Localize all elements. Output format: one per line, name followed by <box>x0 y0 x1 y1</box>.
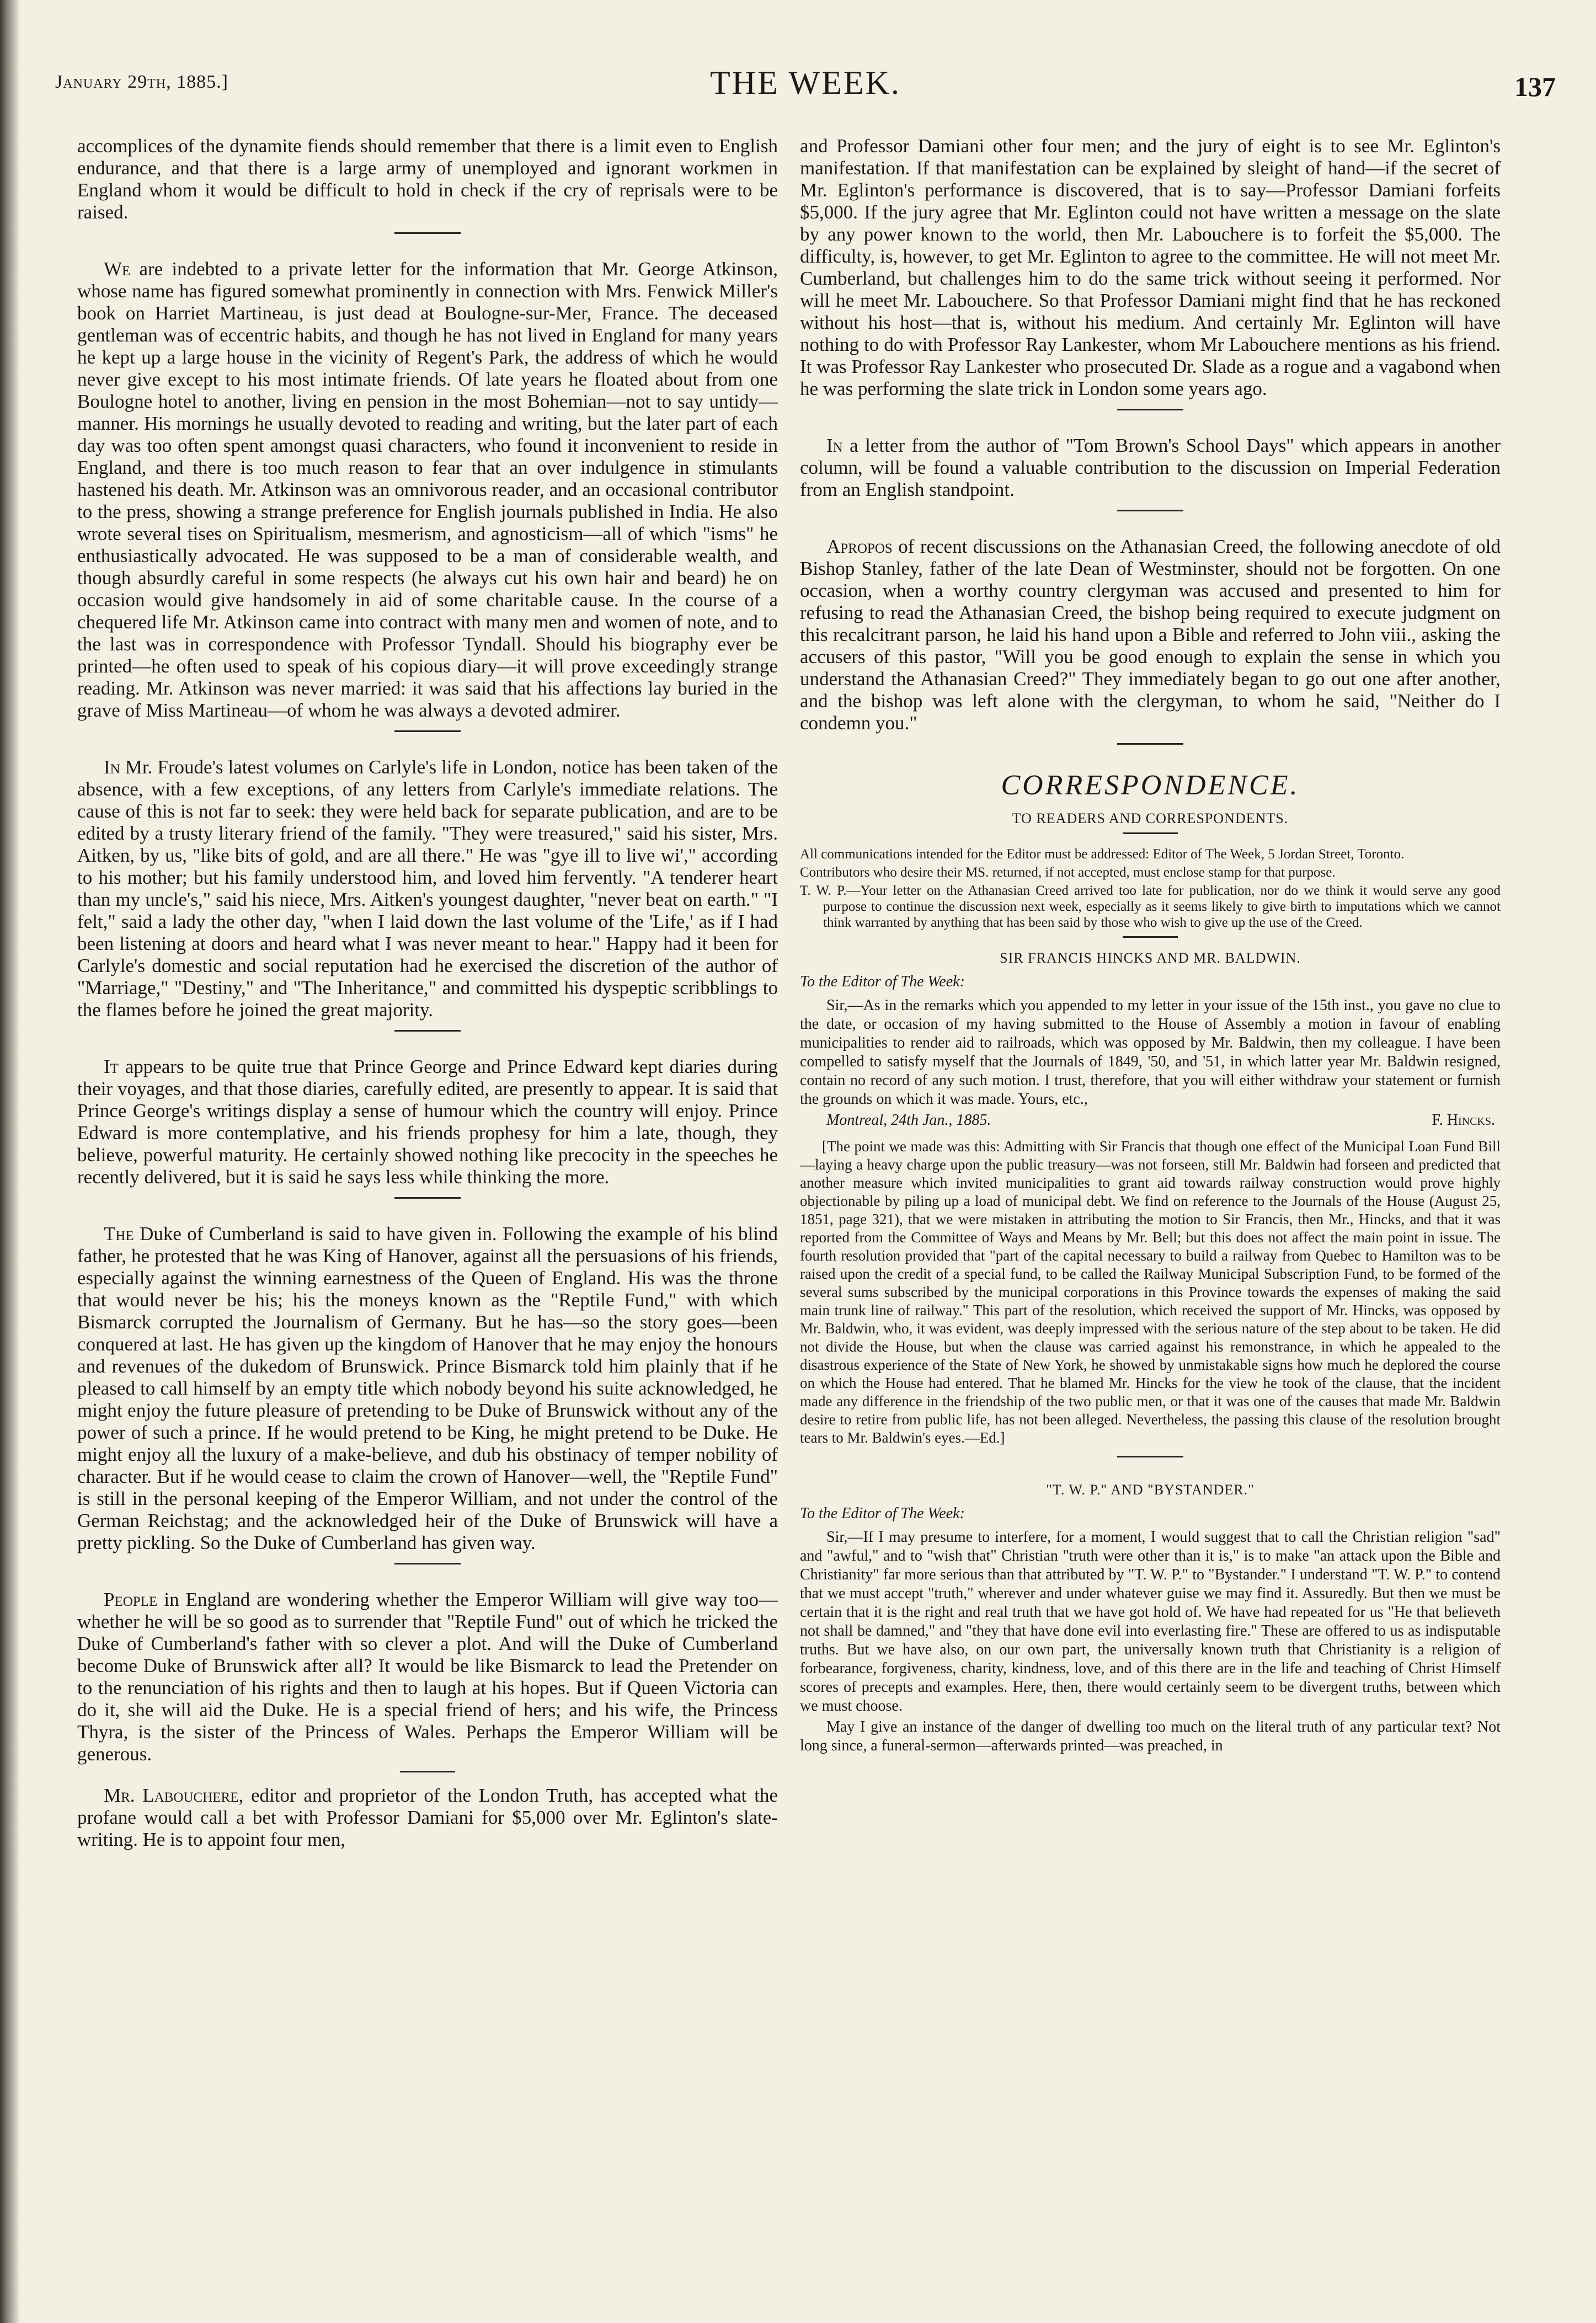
readers-subheading: TO READERS AND CORRESPONDENTS. <box>1012 810 1289 826</box>
notice-text: All communications intended for the Editor must be addressed: Editor of The Week, 5 Jordan Street, Toronto. <box>800 847 1405 862</box>
notice-text: Contributors who desire their MS. returned, if not accepted, must enclose stamp for that purpose. <box>800 865 1336 880</box>
letter-place-date: Montreal, 24th Jan., 1885. <box>826 1112 991 1129</box>
section-rule <box>1123 832 1178 834</box>
editor-reply: [The point we made was this: Admitting with Sir Francis that though one effect of the Municipal Loan Fund Bill—laying a heavy charge upon the public treasury—was not forseen, still Mr. Baldwin had forseen and predicted that another measure which invited municipalities to grant aid towards railway construction would prove highly objectionable by piling up a load of municipal debt. We find on reference to the Journals of the House (August 25, 1851, page 321), that we were mistaken in attributing the motion to Sir Francis, then Mr., Hincks, and that it was reported from the Committee of Ways and Means by Mr. Bell; but this does not affect the main point in issue. The fourth resolution provided that "part of the capital necessary to build a railway from Quebec to Hamilton was to be raised upon the credit of a special fund, to be called the Railway Municipal Subscription Fund, to be formed of the several sums subscribed by the municipal corporations in this Province towards the expenses of making the said main trunk line of railway." This part of the resolution, which received the support of Mr. Hincks, was opposed by Mr. Baldwin, who, it was evident, was deeply impressed with the serious nature of the step about to be taken. He did not divide the House, but when the clause was carried against his remonstrance, in which he appealed to the disastrous experience of the State of New York, he showed by unmistakable signs how much he deplored the course on which the House had entered. That he blamed Mr. Hincks for the view he took of the clause, that the incident made any difference in the friendship of the two public men, or that it was one of the causes that made Mr. Baldwin desire to retire from public life, has not been alleged. Nevertheless, the passing this clause of the resolution brought tears to Mr. Baldwin's eyes.—Ed.] <box>800 1138 1501 1446</box>
paragraph-cumberland <box>77 1223 778 1554</box>
section-rule <box>394 1197 461 1199</box>
lead-word: People <box>104 1589 158 1610</box>
section-rule <box>1117 1456 1183 1457</box>
paragraph-text: in England are wondering whether the Emperor William will give way too—whether he will be so good as to surrender that "Reptile Fund" out of which he tricked the Duke of Cumberland's father with so clever a plot. And will the Duke of Cumberland become Duke of Brunswick after all? It would be like Bismarck to lead the Pretender on to the renunciation of his rights and then to laugh at his hopes. But if Queen Victoria can do it, she will aid the Duke. He is a special friend of hers; and his wife, the Princess Thyra, is the sister of the Princess of Wales. Perhaps the Emperor William will be generous. <box>77 1589 778 1765</box>
lead-word: In <box>104 756 120 778</box>
lead-word: Apropos <box>826 536 893 557</box>
section-rule <box>394 232 461 234</box>
letter-salutation: To the Editor of The Week: <box>800 1505 965 1522</box>
paragraph-text: appears to be quite true that Prince George and Prince Edward kept diaries during their voyages, and that those diaries, carefully edited, are presently to appear. It is said that Prince George's writings display a sense of humour which the country will enjoy. Prince Edward is more contemplative, and his friends prophesy for him a late, though, they believe, powerful maturity. He certainly showed nothing like precocity in the speeches he recently delivered, but it is said he says less while thinking the more. <box>77 1056 778 1188</box>
paragraph-athanasian <box>800 536 1501 734</box>
section-rule <box>1117 510 1183 511</box>
paragraph-text: Duke of Cumberland is said to have given in. Following the example of his blind father, he protested that he was King of Hanover, against all the persuasions of his friends, especially against the winning earnestness of the Queen of England. His was the throne that would never be his; his the moneys known as the "Reptile Fund," with which Bismarck corrupted the Journalism of Germany. But he has—so the story goes—been conquered at last. He has given up the kingdom of Hanover that he may enjoy the honours and revenues of the dukedom of Brunswick. Prince Bismarck told him plainly that if he pleased to call himself by an empty title which nobody beyond his suite acknowledged, he might enjoy the future pleasure of pretending to be Duke of Brunswick without any of the power of such a prince. If he would pretend to be King, he might pretend to be Duke. He might enjoy all the luxury of a make-believe, and dub his obstinacy of temper nobility of character. But if he would cease to claim the crown of Hanover—well, the "Reptile Fund" is still in the personal keeping of the Emperor William, and not under the control of the German Reichstag; and the acknowledged heir of the Duke of Brunswick will have a pretty pickling. So the Duke of Cumberland has given way. <box>77 1223 778 1553</box>
lead-word: Mr. Labouchere, <box>104 1785 244 1806</box>
paragraph-text: editor and proprietor of the London Truth, has accepted what the profane would call a bet with Professor Damiani for $5,000 over Mr. Eglinton's slate-writing. He is to appoint four men, <box>77 1785 778 1850</box>
letter-salutation: To the Editor of The Week: <box>800 973 965 990</box>
paragraph-emperor <box>77 1589 778 1765</box>
section-rule <box>394 730 461 732</box>
paragraph-atkinson <box>77 258 778 722</box>
paragraph-carlyle <box>77 756 778 1021</box>
binding-edge <box>0 0 19 2323</box>
page-number: 137 <box>1514 71 1556 102</box>
notice-text: T. W. P.—Your letter on the Athanasian Creed arrived too late for publication, nor do we think it would serve any good purpose to continue the discussion next week, especially as it seems likely to give birth to imputations which we cannot think warranted by anything that has been said by those who wish to give up the use of the Creed. <box>800 883 1501 930</box>
letter-heading-twp: "T. W. P." AND "BYSTANDER." <box>1046 1482 1255 1498</box>
paragraph-princes <box>77 1056 778 1188</box>
page-header <box>55 61 1556 110</box>
correspondence-heading: CORRESPONDENCE. <box>1001 770 1300 801</box>
masthead-title: THE WEEK. <box>710 65 901 101</box>
section-rule <box>1117 409 1183 410</box>
section-rule <box>400 1771 455 1772</box>
lead-word: It <box>104 1056 119 1077</box>
section-rule <box>394 1030 461 1032</box>
letter-body-hincks: Sir,—As in the remarks which you appended to my letter in your issue of the 15th inst., you gave no clue to the date, or occasion of my having submitted to the House of Assembly a motion in favour of enabling municipalities to render aid to railroads, which was opposed by Mr. Baldwin, then my colleague. I have been compelled to satisfy myself that the Journals of 1849, '50, and '51, in which latter year Mr. Baldwin resigned, contain no record of any such motion. I trust, therefore, that you will either withdraw your statement or furnish the grounds on which it was made. Yours, etc., <box>800 997 1501 1108</box>
section-rule <box>1117 743 1183 745</box>
letter-body-twp-2: May I give an instance of the danger of dwelling too much on the literal truth of any particular text? Not long since, a funeral-sermon—afterwards printed—was preached, in <box>800 1718 1501 1754</box>
notice-return-ms <box>800 864 1501 880</box>
paragraph-tom-brown <box>800 435 1501 501</box>
paragraph-text: a letter from the author of "Tom Brown's School Days" which appears in another column, will be found a valuable contribution to the discussion on Imperial Federation from an English standpoint. <box>800 435 1501 500</box>
left-column <box>77 135 778 2298</box>
lead-word: We <box>104 258 131 280</box>
notice-twp <box>800 883 1501 931</box>
paragraph-text: Mr. Froude's latest volumes on Carlyle's life in London, notice has been taken of the absence, with a few exceptions, of any letters from Carlyle's immediate relations. The cause of this is not far to seek: they were held back for separate publication, and are to be edited by a trusty literary friend of the family. "They were treasured," said his sister, Mrs. Aitken, by us, "like bits of gold, and are all there." He was "gye ill to live wi'," according to his mother; but his family understood him, and loved him fervently. "A tenderer heart than my uncle's," said his niece, Mrs. Aitken's youngest daughter, "never beat on earth." "I felt," said a lady the other day, "when I laid down the last volume of the 'Life,' as if I had been listening at doors and heard what I was never meant to hear." Happy had it been for Carlyle's domestic and social reputation had he exercised the discretion of the author of "Marriage," "Destiny," and "The Inheritance," and committed his dyspeptic scribblings to the flames before he joined the great majority. <box>77 756 778 1021</box>
letter-body-twp-1: Sir,—If I may presume to interfere, for a moment, I would suggest that to call the Christian religion "sad" and "awful," and to "wish that" Christian "truth were other than it is," is to make "an attack upon the Bible and Christianity" far more serious than that attributed by "T. W. P." to "Bystander." I understand "T. W. P." to contend that we must accept "truth," wherever and under whatever guise we may find it. Assuredly. But then we must be certain that it is the right and real truth that we have got hold of. We have had repeated for us "He that believeth not shall be damned," and "they that have done evil into everlasting fire." These are offered to us as indisputable truths. But we have also, on our own part, the universally known truth that Christianity is a religion of forbearance, forgiveness, charity, kindness, love, and of this there are in the life and teaching of Christ Himself scores of precepts and examples. Here, then, there would certainly seem to be divergent truths, between which we must choose. <box>800 1529 1501 1715</box>
section-rule <box>1123 936 1178 938</box>
lead-word: In <box>826 435 843 456</box>
paragraph-labouchere <box>77 1785 778 1851</box>
letter-signature: F. Hincks. <box>1432 1112 1495 1129</box>
paragraph-dynamite: accomplices of the dynamite fiends should remember that there is a limit even to English endurance, and that there is a large army of unemployed and ignorant workmen in England whom it would be difficult to hold in check if the cry of reprisals were to be raised. <box>77 135 778 223</box>
paragraph-text: of recent discussions on the Athanasian Creed, the following anecdote of old Bishop Stanley, father of the late Dean of Westminster, should not be forgotten. On one occasion, when a worthy country clergyman was accused and presented to him for refusing to read the Athanasian Creed, the bishop being required to execute judgment on this recalcitrant parson, he laid his hand upon a Bible and referred to John viii., asking the accusers of this pastor, "Will you be good enough to explain the sense in which you understand the Athanasian Creed?" They immediately began to go out one after another, and the bishop was left alone with the clergyman, to whom he said, "Neither do I condemn you." <box>800 536 1501 734</box>
right-column <box>800 135 1501 2298</box>
issue-date: January 29th, 1885.] <box>55 72 228 92</box>
section-rule <box>394 1563 461 1564</box>
letter-heading-hincks: SIR FRANCIS HINCKS AND MR. BALDWIN. <box>1000 950 1301 966</box>
paragraph-eglinton: and Professor Damiani other four men; and the jury of eight is to see Mr. Eglinton's manifestation. If that manifestation can be explained by sleight of hand—if the secret of Mr. Eglinton's performance is discovered, that is to say—Professor Damiani forfeits $5,000. If the jury agree that Mr. Eglinton could not have written a message on the slate by any power known to the world, then Mr. Labouchere is to forfeit the $5,000. The difficulty, is, however, to get Mr. Eglinton to agree to the committee. He will not meet Mr. Cumberland, but challenges him to do the same trick without seeing it performed. Nor will he meet Mr. Labouchere. So that Professor Damiani might find that he has reckoned without his host—that is, without his medium. And certainly Mr. Eglinton will have nothing to do with Professor Ray Lankester, whom Mr Labouchere mentions as his friend. It was Professor Ray Lankester who prosecuted Dr. Slade as a rogue and a vagabond when he was performing the slate trick in London some years ago. <box>800 135 1501 399</box>
paragraph-text: are indebted to a private letter for the information that Mr. George Atkinson, whose name has figured somewhat prominently in connection with Mrs. Fenwick Miller's book on Harriet Martineau, is just dead at Boulogne-sur-Mer, France. The deceased gentleman was of eccentric habits, and though he has not lived in England for many years he kept up a large house in the vicinity of Regent's Park, the address of which he would never give except to his most intimate friends. Of late years he floated about from one Boulogne hotel to another, living en pension in the most Bohemian—not to say untidy—manner. His mornings he usually devoted to reading and writing, but the later part of each day was too often spent amongst quasi characters, who found it inconvenient to reside in England, and there is too much reason to fear that an over indulgence in stimulants hastened his death. Mr. Atkinson was an omnivorous reader, and an occasional contributor to the press, showing a strange preference for English journals published in India. He also wrote several tises on Spiritualism, mesmerism, and agnosticism—all of which "isms" he enthusiastically advocated. He was supposed to be a man of considerable wealth, and though absurdly careful in some respects (he always cut his own hair and beard) he on occasion would give handsomely in aid of some charitable cause. In the course of a chequered life Mr. Atkinson came into contract with many men and women of note, and to the last was in correspondence with Professor Tyndall. Should his biography ever be printed—he often used to speak of his copious diary—it will prove exceedingly strange reading. Mr. Atkinson was never married: it was said that his affections lay buried in the grave of Miss Martineau—of whom he was always a devoted admirer. <box>77 258 778 721</box>
lead-word: The <box>104 1223 134 1245</box>
notice-address <box>800 846 1501 862</box>
letter-signature-line <box>800 1111 1501 1130</box>
